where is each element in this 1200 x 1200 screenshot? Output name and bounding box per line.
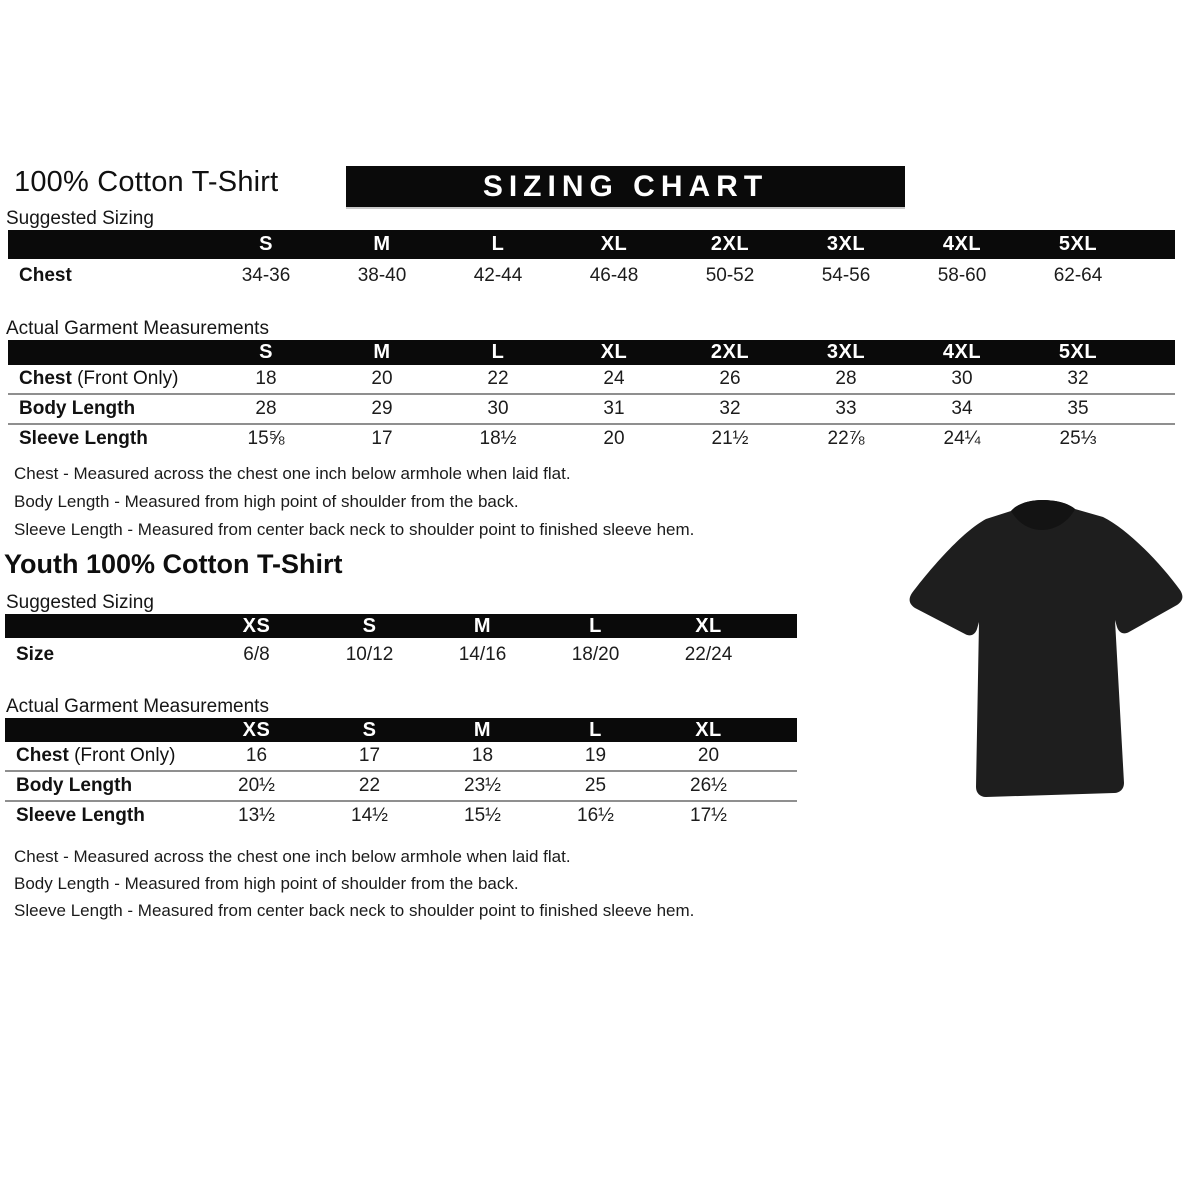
table-cell: 18 [255, 368, 277, 389]
table-cell-empty [765, 638, 797, 672]
size-column-header: 2XL [672, 340, 788, 365]
table-cell-empty [765, 742, 797, 771]
table-cell: 22/24 [684, 644, 733, 665]
table-cell: 24 [603, 368, 625, 389]
table-row-sleeve-length [5, 801, 797, 830]
youth-actual-measurements-table [5, 718, 797, 830]
table-header-row [5, 718, 797, 742]
table-cell: 24¼ [943, 428, 981, 449]
note-sleeve-length: Sleeve Length - Measured from center back neck to shoulder point to finished sleeve hem. [14, 901, 695, 920]
size-column-header: XL [556, 340, 672, 365]
table-cell-empty [765, 771, 797, 801]
table-header-row [5, 614, 797, 638]
adult-actual-measurements-table [8, 340, 1175, 453]
table-cell-empty [1136, 259, 1175, 292]
table-cell-empty [1136, 394, 1175, 424]
table-cell: 22 [358, 775, 381, 796]
table-row-body-length [5, 771, 797, 801]
adult-actual-measurements-label: Actual Garment Measurements [6, 318, 269, 339]
table-cell: 31 [603, 398, 625, 419]
table-cell: 14½ [351, 805, 388, 826]
note-body-length: Body Length - Measured from high point of shoulder from the back. [14, 492, 519, 511]
note-chest: Chest - Measured across the chest one inch below armhole when laid flat. [14, 464, 571, 483]
table-cell: 46-48 [589, 264, 639, 286]
table-cell: 54-56 [821, 264, 871, 286]
size-column-header: XL [556, 230, 672, 259]
table-row-chest [8, 365, 1175, 394]
table-cell: 6/8 [243, 644, 270, 665]
table-cell: 15½ [464, 805, 501, 826]
size-column-header: L [440, 230, 556, 259]
tshirt-body-shape [910, 500, 1183, 797]
size-column-header: XS [200, 614, 313, 638]
table-cell: 28 [835, 368, 857, 389]
size-column-header: 4XL [904, 230, 1020, 259]
table-cell: 22⅞ [827, 428, 865, 449]
table-cell: 35 [1067, 398, 1089, 419]
size-column-header: 2XL [672, 230, 788, 259]
table-cell: 18/20 [571, 644, 620, 665]
size-column-header: 3XL [788, 230, 904, 259]
sizing-chart-banner: SIZING CHART [346, 166, 905, 207]
table-cell: 14/16 [458, 644, 507, 665]
table-cell: 32 [719, 398, 741, 419]
table-cell-empty [1136, 365, 1175, 394]
page-title: 100% Cotton T-Shirt [14, 166, 279, 198]
size-column-header: S [208, 340, 324, 365]
table-cell: 32 [1067, 368, 1089, 389]
size-column-header: M [426, 614, 539, 638]
table-cell-empty [765, 801, 797, 830]
table-cell: 15⅝ [247, 428, 285, 449]
adult-measurement-notes [14, 460, 694, 544]
table-cell: 26½ [690, 775, 727, 796]
table-cell: 29 [371, 398, 393, 419]
youth-section-title: Youth 100% Cotton T-Shirt [4, 549, 343, 579]
header-empty-cell [5, 718, 200, 742]
table-cell: 58-60 [937, 264, 987, 286]
youth-suggested-sizing-label: Suggested Sizing [6, 592, 154, 613]
note-body-length: Body Length - Measured from high point of shoulder from the back. [14, 874, 519, 893]
table-cell: 20 [371, 368, 393, 389]
youth-suggested-sizing-table [5, 614, 797, 672]
table-cell: 25 [584, 775, 607, 796]
size-column-header: XL [652, 718, 765, 742]
size-column-header: 5XL [1020, 230, 1136, 259]
size-column-header: L [440, 340, 556, 365]
table-row [8, 259, 1175, 292]
table-cell: 28 [255, 398, 277, 419]
table-cell: 19 [584, 745, 607, 766]
header-empty-cell [1136, 230, 1175, 259]
table-cell: 17 [371, 428, 393, 449]
table-cell-empty [1136, 424, 1175, 453]
table-header-row [8, 230, 1175, 259]
table-header-row [8, 340, 1175, 365]
table-cell: 25⅓ [1059, 428, 1097, 449]
youth-actual-measurements-label: Actual Garment Measurements [6, 696, 269, 717]
size-column-header: XS [200, 718, 313, 742]
note-sleeve-length: Sleeve Length - Measured from center back neck to shoulder point to finished sleeve hem. [14, 520, 695, 539]
black-tshirt-image [890, 480, 1196, 810]
row-label: Size [16, 644, 55, 665]
table-cell: 17 [358, 745, 381, 766]
youth-measurement-notes [14, 843, 694, 924]
table-cell: 22 [487, 368, 509, 389]
table-cell: 33 [835, 398, 857, 419]
size-column-header: 3XL [788, 340, 904, 365]
table-row-sleeve-length [8, 424, 1175, 453]
size-column-header: M [324, 230, 440, 259]
header-empty-cell [765, 718, 797, 742]
table-cell: 16 [245, 745, 268, 766]
table-cell: 13½ [238, 805, 275, 826]
row-label: Body Length [19, 398, 136, 419]
header-empty-cell [1136, 340, 1175, 365]
row-label: Chest [19, 264, 72, 286]
size-column-header: 4XL [904, 340, 1020, 365]
table-cell: 42-44 [473, 264, 523, 286]
row-label: Body Length [16, 775, 133, 796]
table-row-chest [5, 742, 797, 771]
table-cell: 10/12 [345, 644, 394, 665]
table-cell: 20 [697, 745, 720, 766]
table-cell: 20½ [238, 775, 275, 796]
size-column-header: L [539, 718, 652, 742]
header-empty-cell [8, 230, 208, 259]
table-cell: 62-64 [1053, 264, 1103, 286]
table-cell: 21½ [711, 428, 749, 449]
table-cell: 30 [487, 398, 509, 419]
row-label: Chest (Front Only) [16, 745, 176, 766]
table-cell: 50-52 [705, 264, 755, 286]
size-column-header: S [313, 614, 426, 638]
row-label: Sleeve Length [16, 805, 145, 826]
table-row-body-length [8, 394, 1175, 424]
table-cell: 38-40 [357, 264, 407, 286]
header-empty-cell [8, 340, 208, 365]
row-label: Chest (Front Only) [19, 368, 179, 389]
header-empty-cell [5, 614, 200, 638]
size-column-header: M [324, 340, 440, 365]
table-cell: 20 [603, 428, 625, 449]
size-column-header: S [313, 718, 426, 742]
table-cell: 30 [951, 368, 973, 389]
size-column-header: 5XL [1020, 340, 1136, 365]
table-cell: 16½ [577, 805, 614, 826]
adult-suggested-sizing-table [8, 230, 1175, 292]
adult-suggested-sizing-label: Suggested Sizing [6, 208, 154, 229]
row-label: Sleeve Length [19, 428, 148, 449]
table-cell: 34 [951, 398, 973, 419]
table-cell: 18 [471, 745, 494, 766]
size-column-header: M [426, 718, 539, 742]
size-column-header: XL [652, 614, 765, 638]
size-column-header: S [208, 230, 324, 259]
table-cell: 26 [719, 368, 741, 389]
table-cell: 18½ [479, 428, 517, 449]
note-chest: Chest - Measured across the chest one inch below armhole when laid flat. [14, 847, 571, 866]
table-cell: 23½ [464, 775, 501, 796]
size-column-header: L [539, 614, 652, 638]
table-row-size [5, 638, 797, 672]
header-empty-cell [765, 614, 797, 638]
table-cell: 34-36 [241, 264, 291, 286]
table-cell: 17½ [690, 805, 727, 826]
